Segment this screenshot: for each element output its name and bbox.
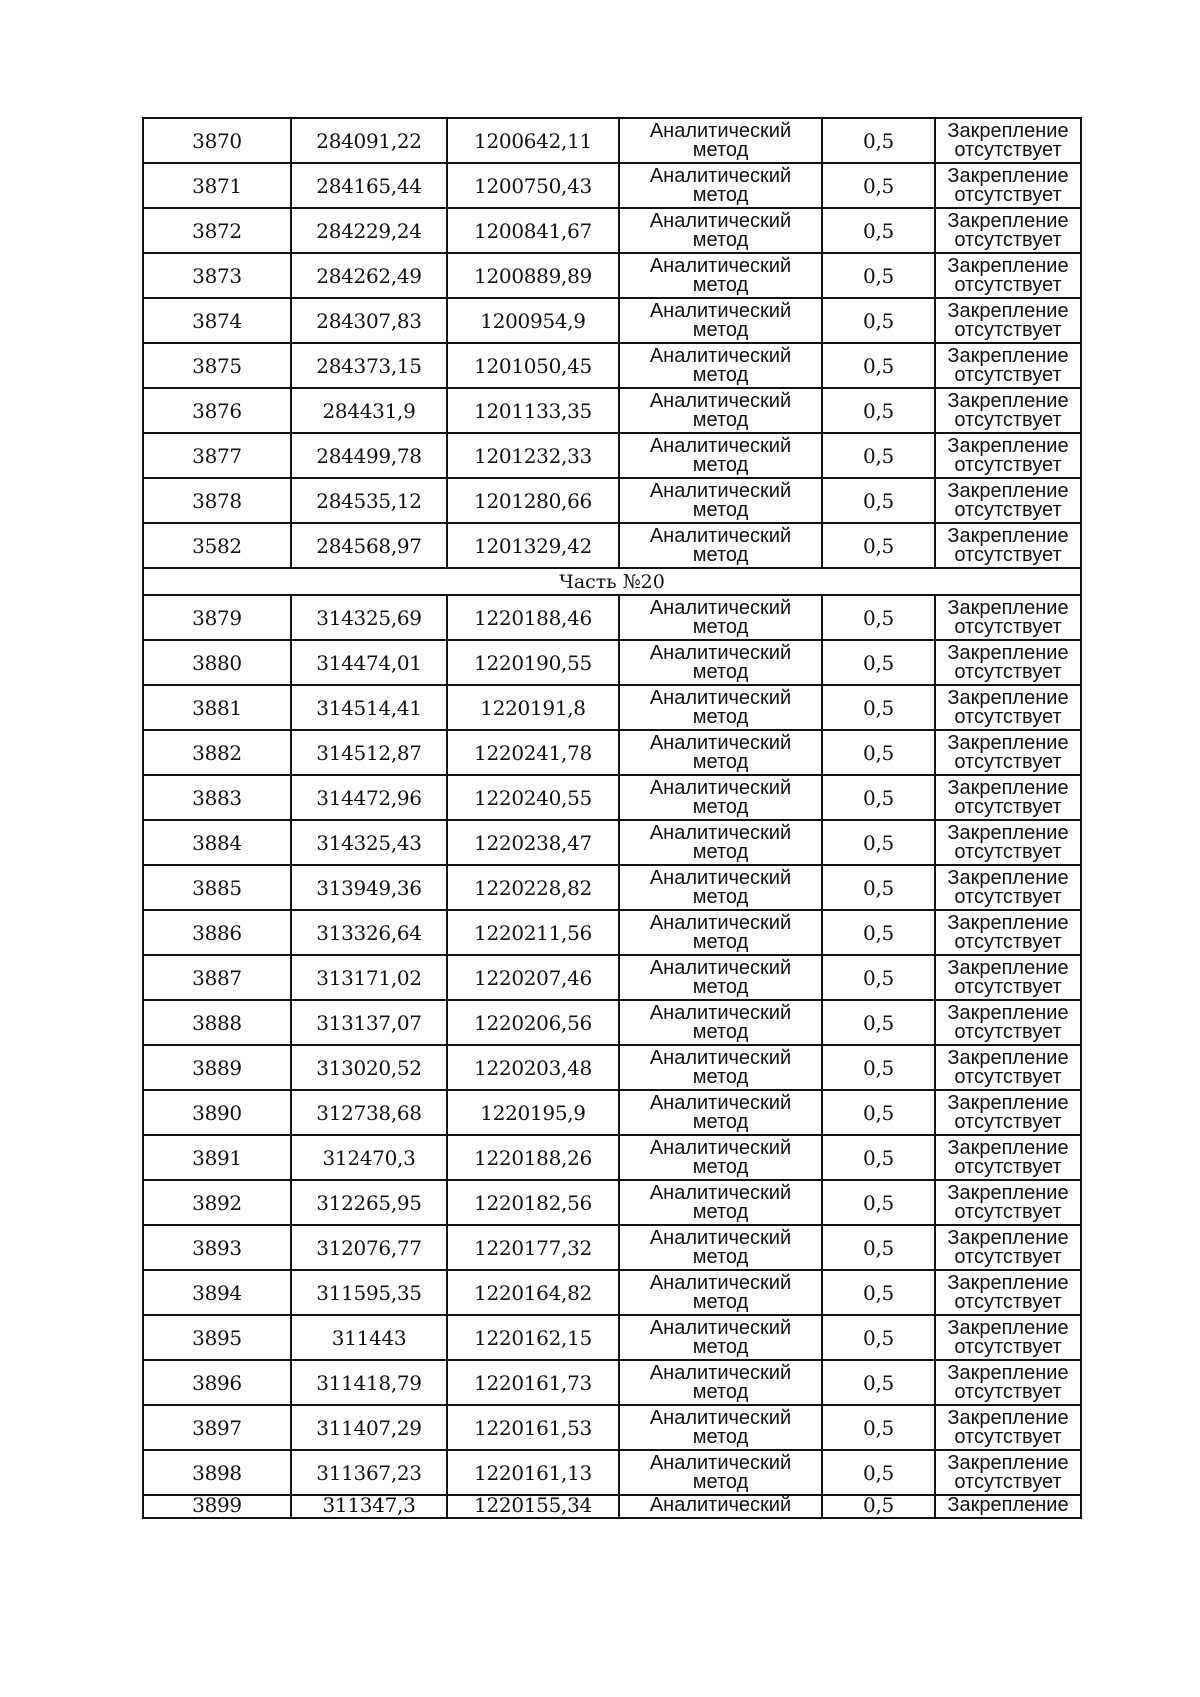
fixing-cell: Закрепление отсутствует (935, 685, 1081, 730)
x-coordinate-cell: 314325,43 (291, 820, 447, 865)
method-cell: Аналитический метод (619, 433, 822, 478)
part-header-row (143, 568, 1081, 595)
method-cell: Аналитический метод (619, 1090, 822, 1135)
error-cell: 0,5 (822, 1135, 935, 1180)
y-coordinate-cell: 1220203,48 (447, 1045, 619, 1090)
fixing-cell: Закрепление отсутствует (935, 1270, 1081, 1315)
y-coordinate-cell: 1220241,78 (447, 730, 619, 775)
x-coordinate-cell: 314472,96 (291, 775, 447, 820)
y-coordinate-cell: 1220161,13 (447, 1450, 619, 1495)
fixing-cell: Закрепление отсутствует (935, 343, 1081, 388)
method-cell: Аналитический метод (619, 1360, 822, 1405)
point-number-cell: 3897 (143, 1405, 291, 1450)
fixing-cell: Закрепление отсутствует (935, 910, 1081, 955)
point-number-cell: 3582 (143, 523, 291, 568)
method-cell: Аналитический метод (619, 685, 822, 730)
method-cell: Аналитический метод (619, 298, 822, 343)
error-cell: 0,5 (822, 775, 935, 820)
fixing-cell: Закрепление отсутствует (935, 118, 1081, 163)
table-row (143, 1135, 1081, 1180)
error-cell: 0,5 (822, 1450, 935, 1495)
y-coordinate-cell: 1220188,46 (447, 595, 619, 640)
x-coordinate-cell: 312470,3 (291, 1135, 447, 1180)
method-cell: Аналитический метод (619, 1225, 822, 1270)
method-cell: Аналитический метод (619, 640, 822, 685)
y-coordinate-cell: 1200642,11 (447, 118, 619, 163)
table-row (143, 730, 1081, 775)
point-number-cell: 3874 (143, 298, 291, 343)
y-coordinate-cell: 1220195,9 (447, 1090, 619, 1135)
error-cell: 0,5 (822, 865, 935, 910)
method-cell: Аналитический метод (619, 595, 822, 640)
fixing-cell: Закрепление отсутствует (935, 1180, 1081, 1225)
x-coordinate-cell: 284431,9 (291, 388, 447, 433)
method-cell: Аналитический метод (619, 1270, 822, 1315)
error-cell: 0,5 (822, 118, 935, 163)
x-coordinate-cell: 284262,49 (291, 253, 447, 298)
x-coordinate-cell: 314474,01 (291, 640, 447, 685)
point-number-cell: 3878 (143, 478, 291, 523)
method-cell: Аналитический метод (619, 163, 822, 208)
table-row (143, 910, 1081, 955)
fixing-cell: Закрепление отсутствует (935, 1045, 1081, 1090)
error-cell: 0,5 (822, 640, 935, 685)
table-row (143, 478, 1081, 523)
table-row (143, 595, 1081, 640)
error-cell: 0,5 (822, 1225, 935, 1270)
error-cell: 0,5 (822, 388, 935, 433)
table-row (143, 433, 1081, 478)
method-cell: Аналитический метод (619, 1450, 822, 1495)
y-coordinate-cell: 1220211,56 (447, 910, 619, 955)
error-cell: 0,5 (822, 163, 935, 208)
error-cell: 0,5 (822, 955, 935, 1000)
method-cell: Аналитический метод (619, 1000, 822, 1045)
point-number-cell: 3871 (143, 163, 291, 208)
error-cell: 0,5 (822, 523, 935, 568)
point-number-cell: 3879 (143, 595, 291, 640)
x-coordinate-cell: 284307,83 (291, 298, 447, 343)
fixing-cell: Закрепление отсутствует (935, 523, 1081, 568)
point-number-cell: 3886 (143, 910, 291, 955)
fixing-cell: Закрепление отсутствует (935, 820, 1081, 865)
x-coordinate-cell: 311347,3 (291, 1495, 447, 1518)
fixing-cell: Закрепление отсутствует (935, 1315, 1081, 1360)
point-number-cell: 3873 (143, 253, 291, 298)
x-coordinate-cell: 312738,68 (291, 1090, 447, 1135)
x-coordinate-cell: 311418,79 (291, 1360, 447, 1405)
table-row (143, 1225, 1081, 1270)
fixing-cell: Закрепление отсутствует (935, 163, 1081, 208)
point-number-cell: 3893 (143, 1225, 291, 1270)
coordinates-table (142, 117, 1082, 1519)
table-row (143, 163, 1081, 208)
error-cell: 0,5 (822, 478, 935, 523)
fixing-cell: Закрепление отсутствует (935, 1000, 1081, 1045)
table-row (143, 1045, 1081, 1090)
point-number-cell: 3883 (143, 775, 291, 820)
table-row (143, 685, 1081, 730)
table-row (143, 1450, 1081, 1495)
table-row (143, 1315, 1081, 1360)
fixing-cell: Закрепление отсутствует (935, 388, 1081, 433)
fixing-cell: Закрепление отсутствует (935, 1450, 1081, 1495)
point-number-cell: 3896 (143, 1360, 291, 1405)
table-row (143, 208, 1081, 253)
method-cell: Аналитический метод (619, 730, 822, 775)
point-number-cell: 3872 (143, 208, 291, 253)
error-cell: 0,5 (822, 1045, 935, 1090)
y-coordinate-cell: 1220240,55 (447, 775, 619, 820)
x-coordinate-cell: 313137,07 (291, 1000, 447, 1045)
error-cell: 0,5 (822, 1090, 935, 1135)
point-number-cell: 3888 (143, 1000, 291, 1045)
error-cell: 0,5 (822, 1360, 935, 1405)
error-cell: 0,5 (822, 1000, 935, 1045)
error-cell: 0,5 (822, 685, 935, 730)
x-coordinate-cell: 313949,36 (291, 865, 447, 910)
y-coordinate-cell: 1220155,34 (447, 1495, 619, 1518)
y-coordinate-cell: 1220238,47 (447, 820, 619, 865)
fixing-cell: Закрепление отсутствует (935, 640, 1081, 685)
error-cell: 0,5 (822, 433, 935, 478)
error-cell: 0,5 (822, 1270, 935, 1315)
y-coordinate-cell: 1220161,53 (447, 1405, 619, 1450)
fixing-cell: Закрепление отсутствует (935, 1360, 1081, 1405)
y-coordinate-cell: 1220162,15 (447, 1315, 619, 1360)
method-cell: Аналитический метод (619, 118, 822, 163)
y-coordinate-cell: 1201280,66 (447, 478, 619, 523)
method-cell: Аналитический метод (619, 523, 822, 568)
table-row (143, 253, 1081, 298)
fixing-cell: Закрепление отсутствует (935, 208, 1081, 253)
x-coordinate-cell: 284091,22 (291, 118, 447, 163)
x-coordinate-cell: 314512,87 (291, 730, 447, 775)
x-coordinate-cell: 311367,23 (291, 1450, 447, 1495)
y-coordinate-cell: 1220161,73 (447, 1360, 619, 1405)
y-coordinate-cell: 1220177,32 (447, 1225, 619, 1270)
y-coordinate-cell: 1201050,45 (447, 343, 619, 388)
method-cell: Аналитический метод (619, 1180, 822, 1225)
table-row (143, 1405, 1081, 1450)
x-coordinate-cell: 313326,64 (291, 910, 447, 955)
x-coordinate-cell: 311443 (291, 1315, 447, 1360)
coordinates-table-body (143, 118, 1081, 1518)
point-number-cell: 3895 (143, 1315, 291, 1360)
point-number-cell: 3887 (143, 955, 291, 1000)
error-cell: 0,5 (822, 820, 935, 865)
table-row (143, 298, 1081, 343)
fixing-cell: Закрепление отсутствует (935, 253, 1081, 298)
table-row (143, 1000, 1081, 1045)
table-row (143, 118, 1081, 163)
method-cell: Аналитический метод (619, 208, 822, 253)
point-number-cell: 3870 (143, 118, 291, 163)
error-cell: 0,5 (822, 730, 935, 775)
fixing-cell: Закрепление отсутствует (935, 298, 1081, 343)
point-number-cell: 3881 (143, 685, 291, 730)
fixing-cell: Закрепление отсутствует (935, 730, 1081, 775)
x-coordinate-cell: 313171,02 (291, 955, 447, 1000)
x-coordinate-cell: 284568,97 (291, 523, 447, 568)
method-cell: Аналитический метод (619, 820, 822, 865)
point-number-cell: 3880 (143, 640, 291, 685)
y-coordinate-cell: 1220188,26 (447, 1135, 619, 1180)
x-coordinate-cell: 312076,77 (291, 1225, 447, 1270)
x-coordinate-cell: 284373,15 (291, 343, 447, 388)
point-number-cell: 3894 (143, 1270, 291, 1315)
method-cell: Аналитический (619, 1495, 822, 1518)
fixing-cell: Закрепление отсутствует (935, 1225, 1081, 1270)
fixing-cell: Закрепление отсутствует (935, 955, 1081, 1000)
point-number-cell: 3892 (143, 1180, 291, 1225)
y-coordinate-cell: 1220164,82 (447, 1270, 619, 1315)
point-number-cell: 3898 (143, 1450, 291, 1495)
method-cell: Аналитический метод (619, 1315, 822, 1360)
method-cell: Аналитический метод (619, 388, 822, 433)
method-cell: Аналитический метод (619, 955, 822, 1000)
x-coordinate-cell: 313020,52 (291, 1045, 447, 1090)
y-coordinate-cell: 1220191,8 (447, 685, 619, 730)
table-row (143, 865, 1081, 910)
point-number-cell: 3882 (143, 730, 291, 775)
y-coordinate-cell: 1201133,35 (447, 388, 619, 433)
fixing-cell: Закрепление отсутствует (935, 1090, 1081, 1135)
y-coordinate-cell: 1200954,9 (447, 298, 619, 343)
y-coordinate-cell: 1200750,43 (447, 163, 619, 208)
fixing-cell: Закрепление отсутствует (935, 433, 1081, 478)
y-coordinate-cell: 1220207,46 (447, 955, 619, 1000)
y-coordinate-cell: 1201329,42 (447, 523, 619, 568)
part-label: Часть №20 (143, 568, 1081, 595)
table-row (143, 388, 1081, 433)
fixing-cell: Закрепление отсутствует (935, 478, 1081, 523)
y-coordinate-cell: 1220182,56 (447, 1180, 619, 1225)
method-cell: Аналитический метод (619, 1405, 822, 1450)
x-coordinate-cell: 284165,44 (291, 163, 447, 208)
point-number-cell: 3884 (143, 820, 291, 865)
error-cell: 0,5 (822, 1315, 935, 1360)
fixing-cell: Закрепление (935, 1495, 1081, 1518)
error-cell: 0,5 (822, 595, 935, 640)
table-row (143, 640, 1081, 685)
method-cell: Аналитический метод (619, 253, 822, 298)
y-coordinate-cell: 1200889,89 (447, 253, 619, 298)
x-coordinate-cell: 314514,41 (291, 685, 447, 730)
fixing-cell: Закрепление отсутствует (935, 1405, 1081, 1450)
error-cell: 0,5 (822, 343, 935, 388)
method-cell: Аналитический метод (619, 343, 822, 388)
y-coordinate-cell: 1200841,67 (447, 208, 619, 253)
point-number-cell: 3885 (143, 865, 291, 910)
fixing-cell: Закрепление отсутствует (935, 1135, 1081, 1180)
y-coordinate-cell: 1220206,56 (447, 1000, 619, 1045)
fixing-cell: Закрепление отсутствует (935, 775, 1081, 820)
point-number-cell: 3890 (143, 1090, 291, 1135)
error-cell: 0,5 (822, 253, 935, 298)
method-cell: Аналитический метод (619, 865, 822, 910)
table-row (143, 523, 1081, 568)
table-row (143, 820, 1081, 865)
x-coordinate-cell: 311595,35 (291, 1270, 447, 1315)
method-cell: Аналитический метод (619, 1135, 822, 1180)
error-cell: 0,5 (822, 1180, 935, 1225)
method-cell: Аналитический метод (619, 910, 822, 955)
x-coordinate-cell: 284535,12 (291, 478, 447, 523)
x-coordinate-cell: 284229,24 (291, 208, 447, 253)
table-row (143, 1495, 1081, 1518)
method-cell: Аналитический метод (619, 1045, 822, 1090)
y-coordinate-cell: 1220228,82 (447, 865, 619, 910)
table-row (143, 1090, 1081, 1135)
point-number-cell: 3875 (143, 343, 291, 388)
fixing-cell: Закрепление отсутствует (935, 595, 1081, 640)
point-number-cell: 3899 (143, 1495, 291, 1518)
point-number-cell: 3891 (143, 1135, 291, 1180)
x-coordinate-cell: 284499,78 (291, 433, 447, 478)
x-coordinate-cell: 311407,29 (291, 1405, 447, 1450)
table-row (143, 1360, 1081, 1405)
method-cell: Аналитический метод (619, 478, 822, 523)
error-cell: 0,5 (822, 208, 935, 253)
point-number-cell: 3877 (143, 433, 291, 478)
table-row (143, 1180, 1081, 1225)
error-cell: 0,5 (822, 1495, 935, 1518)
y-coordinate-cell: 1220190,55 (447, 640, 619, 685)
table-row (143, 955, 1081, 1000)
method-cell: Аналитический метод (619, 775, 822, 820)
table-row (143, 775, 1081, 820)
fixing-cell: Закрепление отсутствует (935, 865, 1081, 910)
error-cell: 0,5 (822, 1405, 935, 1450)
table-row (143, 1270, 1081, 1315)
x-coordinate-cell: 314325,69 (291, 595, 447, 640)
point-number-cell: 3876 (143, 388, 291, 433)
x-coordinate-cell: 312265,95 (291, 1180, 447, 1225)
error-cell: 0,5 (822, 298, 935, 343)
error-cell: 0,5 (822, 910, 935, 955)
table-row (143, 343, 1081, 388)
point-number-cell: 3889 (143, 1045, 291, 1090)
y-coordinate-cell: 1201232,33 (447, 433, 619, 478)
